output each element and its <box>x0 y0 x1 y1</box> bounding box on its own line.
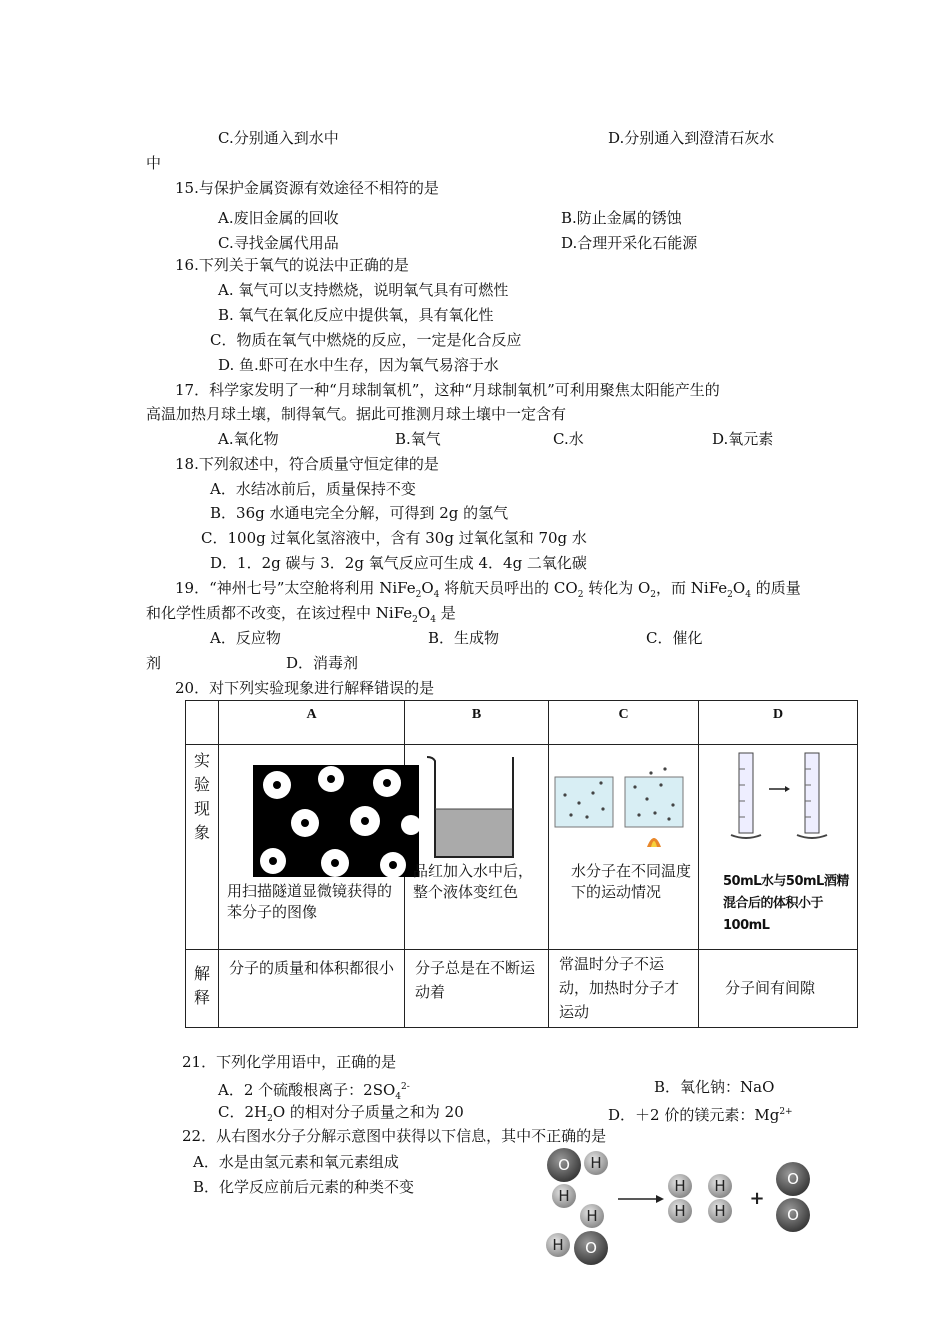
q15-stem: 15.与保护金属资源有效途径不相符的是 <box>175 179 439 197</box>
q15-option-b: B.防止金属的锈蚀 <box>561 209 682 227</box>
q19-stem-line2: 和化学性质都不改变，在该过程中 $NiFe_2O_4$ 是 <box>146 604 456 625</box>
svg-text:H: H <box>590 1154 602 1172</box>
cell-c-phenomenon <box>549 745 699 950</box>
svg-text:O: O <box>558 1156 570 1174</box>
q16-option-a: A. 氧气可以支持燃烧，说明氧气具有可燃性 <box>218 281 509 299</box>
q15-option-d: D.合理开采化石能源 <box>561 234 698 252</box>
explanation-a: 分子的质量和体积都很小 <box>219 950 405 1028</box>
caption-d: 50mL水与50mL酒精混合后的体积小于100mL <box>723 874 849 933</box>
q15-option-c: C.寻找金属代用品 <box>218 234 339 252</box>
q14-option-d: D.分别通入到澄清石灰水 <box>608 129 775 147</box>
q19-option-b: B．生成物 <box>428 629 500 647</box>
q21-stem: 21．下列化学用语中，正确的是 <box>182 1053 397 1071</box>
caption-c: 水分子在不同温度下的运动情况 <box>571 862 692 901</box>
explanation-b: 分子总是在不断运动着 <box>405 950 549 1028</box>
column-header-a: A <box>219 701 405 745</box>
table-corner <box>186 701 219 745</box>
q17-option-b: B.氧气 <box>395 430 441 448</box>
q16-option-d: D. 鱼.虾可在水中生存，因为氧气易溶于水 <box>218 356 499 374</box>
svg-text:H: H <box>552 1236 564 1254</box>
q16-stem: 16.下列关于氧气的说法中正确的是 <box>175 256 409 274</box>
experiment-table <box>185 700 858 1028</box>
hydrogen-molecules <box>668 1174 732 1223</box>
q17-stem-line2: 高温加热月球土壤，制得氧气。据此可推测月球土壤中一定含有 <box>146 405 567 423</box>
q19-option-a: A．反应物 <box>210 629 281 647</box>
cell-a-phenomenon <box>219 745 405 950</box>
svg-text:H: H <box>714 1177 726 1195</box>
q18-option-b: B．36g 水通电完全分解，可得到 2g 的氢气 <box>210 504 509 522</box>
water-decomposition-diagram <box>540 1144 820 1274</box>
cell-d-phenomenon <box>699 745 858 950</box>
q18-option-c: C．100g 过氧化氢溶液中，含有 30g 过氧化氢和 70g 水 <box>201 529 587 547</box>
row-label-phenomenon: 实 验 现 象 <box>186 745 219 950</box>
q20-stem: 20．对下列实验现象进行解释错误的是 <box>175 679 435 697</box>
cell-b-phenomenon <box>405 745 549 950</box>
q17-stem-line1: 17．科学家发明了一种“月球制氧机”，这种“月球制氧机”可利用聚焦太阳能产生的 <box>175 381 720 399</box>
column-header-b: B <box>405 701 549 745</box>
q21-option-a: A．2 个硫酸根离子：$2SO_4^{2-}$ <box>218 1081 410 1102</box>
column-header-d: D <box>699 701 858 745</box>
q18-option-a: A．水结冰前后，质量保持不变 <box>210 480 416 498</box>
water-molecule-top <box>547 1148 608 1208</box>
water-molecule-bottom <box>546 1204 608 1265</box>
q21-option-c: C．$2H_2O$ 的相对分子质量之和为 20 <box>218 1103 464 1124</box>
q17-option-c: C.水 <box>553 430 584 448</box>
caption-a: 用扫描隧道显微镜获得的苯分子的图像 <box>227 882 393 921</box>
q21-option-d: D．＋2 价的镁元素：$Mg^{2+}$ <box>608 1106 793 1124</box>
benzene-stm-image <box>253 765 419 877</box>
svg-text:H: H <box>558 1187 570 1205</box>
q18-option-d: D．1．2g 碳与 3．2g 氧气反应可生成 4．4g 二氧化碳 <box>210 554 587 572</box>
q17-option-d: D.氧元素 <box>712 430 774 448</box>
svg-text:O: O <box>585 1239 597 1257</box>
q22-option-a: A．水是由氢元素和氧元素组成 <box>193 1153 399 1171</box>
explanation-d: 分子间有间隙 <box>699 950 858 1028</box>
beaker-icon <box>423 751 525 859</box>
q16-option-c: C．物质在氧气中燃烧的反应，一定是化合反应 <box>210 331 522 349</box>
svg-text:H: H <box>674 1202 686 1220</box>
q21-option-b: B．氧化钠：NaO <box>654 1078 775 1096</box>
column-header-c: C <box>549 701 699 745</box>
q19-option-d: D．消毒剂 <box>286 654 359 672</box>
row-label-explanation: 解 释 <box>186 950 219 1028</box>
graduated-cylinders-icon <box>729 749 839 849</box>
q19-option-c: C．催化 <box>646 629 703 647</box>
q14-option-c: C.分别通入到水中 <box>218 129 339 147</box>
q17-option-a: A.氧化物 <box>218 430 279 448</box>
caption-b: 品红加入水中后，整个液体变红色 <box>413 862 534 901</box>
q22-option-b: B．化学反应前后元素的种类不变 <box>193 1178 415 1196</box>
svg-text:H: H <box>714 1202 726 1220</box>
svg-text:O: O <box>787 1206 799 1224</box>
explanation-c: 常温时分子不运动，加热时分子才运动 <box>549 950 699 1028</box>
oxygen-molecule <box>776 1162 810 1232</box>
plus-sign: + <box>749 1188 765 1209</box>
svg-text:H: H <box>586 1207 598 1225</box>
q18-stem: 18.下列叙述中，符合质量守恒定律的是 <box>175 455 439 473</box>
q19-stem-line1: 19．“神州七号”太空舱将利用 $NiFe_2O_4$ 将航天员呼出的 $CO_2$ 转化为 $O_2$，而 $NiFe_2O_4$ 的质量 <box>175 579 801 600</box>
heated-beakers-icon <box>551 755 691 847</box>
svg-text:H: H <box>674 1177 686 1195</box>
q19-option-c-wrap: 剂 <box>146 654 162 672</box>
q15-option-a: A.废旧金属的回收 <box>218 209 339 227</box>
svg-text:O: O <box>787 1170 799 1188</box>
q22-stem: 22．从右图水分子分解示意图中获得以下信息，其中不正确的是 <box>182 1127 607 1145</box>
q14-option-d-wrap: 中 <box>146 154 162 172</box>
q16-option-b: B. 氧气在氧化反应中提供氧，具有氧化性 <box>218 306 494 324</box>
